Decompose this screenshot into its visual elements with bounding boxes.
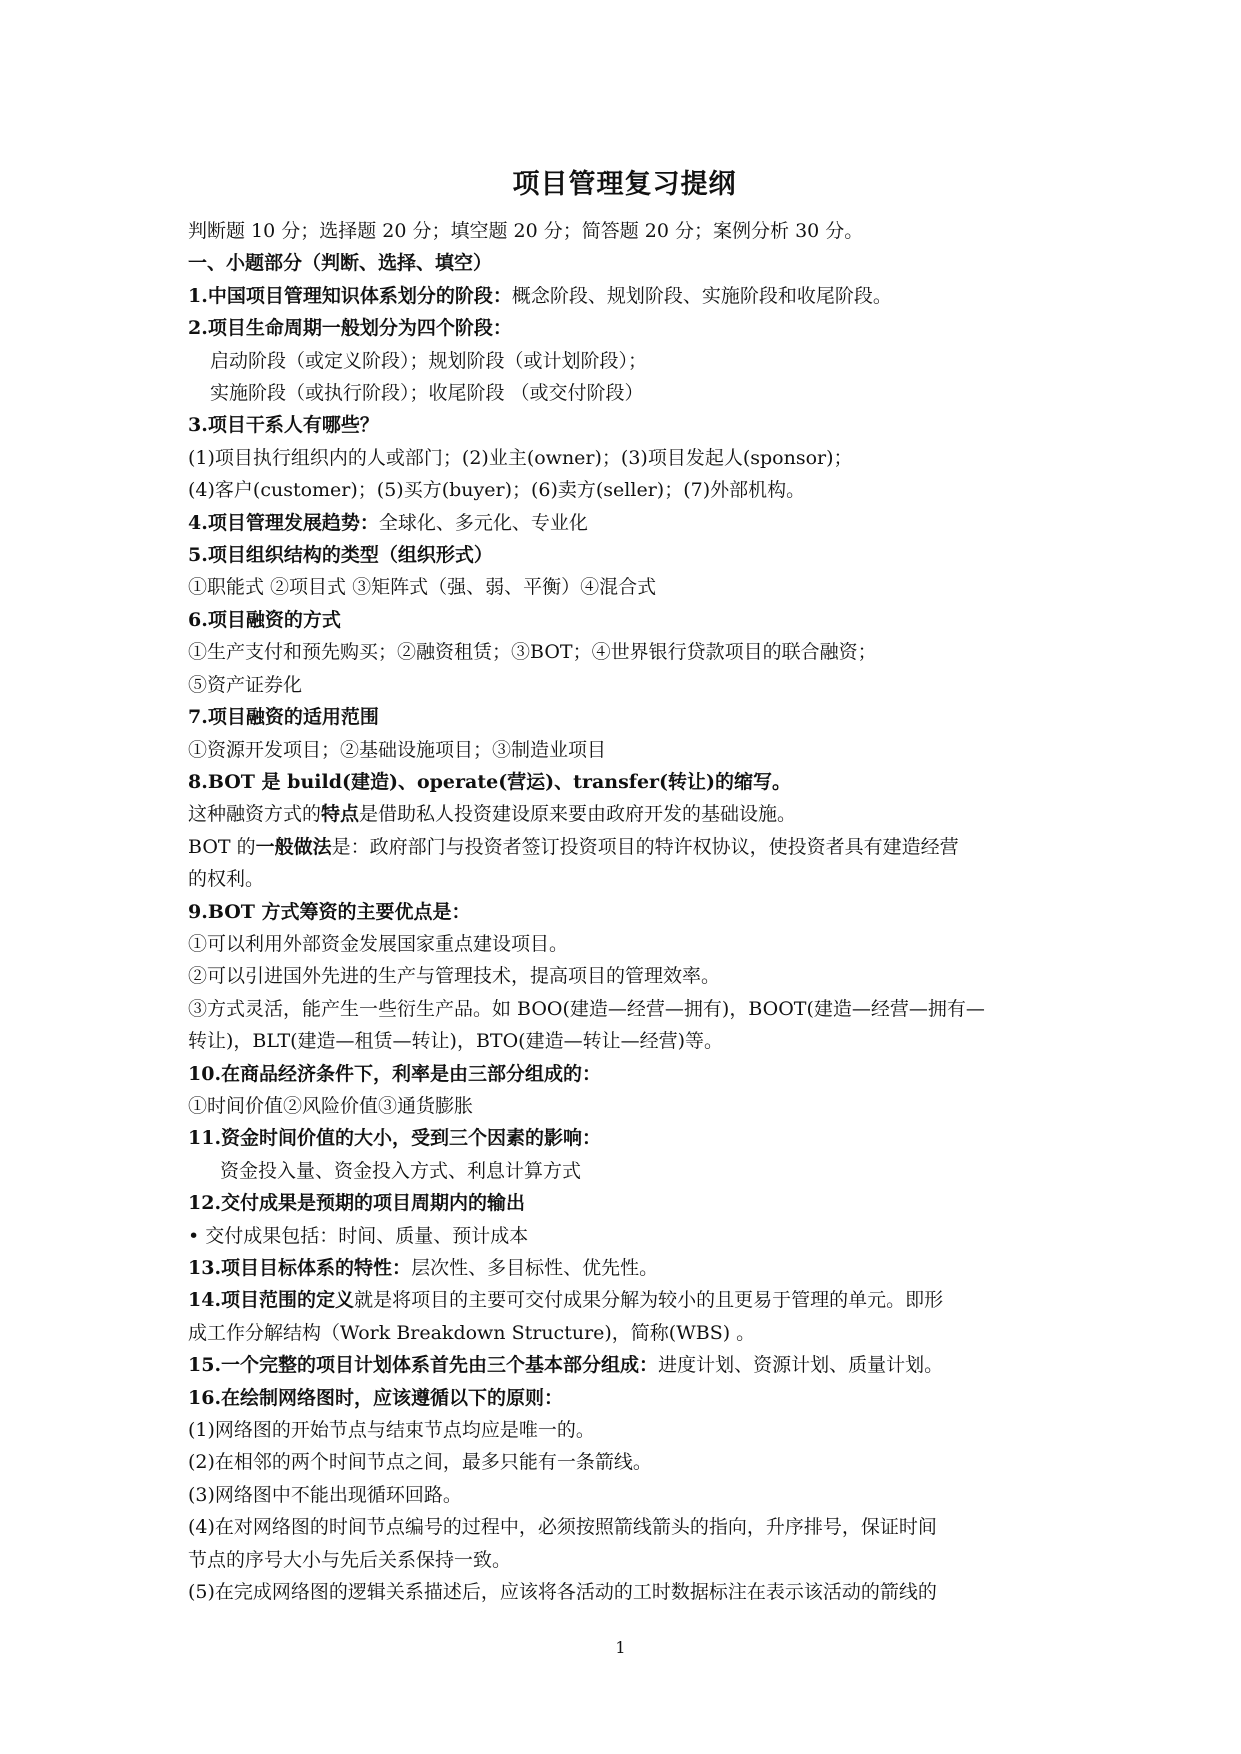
- text-line: [188, 993, 1061, 1025]
- text-line: [188, 1284, 1061, 1316]
- text-line: [188, 896, 1061, 928]
- line-text: 概念阶段、规划阶段、实施阶段和收尾阶段。: [511, 284, 892, 307]
- line-text: ①可以利用外部资金发展国家重点建设项目。: [188, 932, 569, 955]
- line-prefix: BOT 的: [188, 835, 256, 858]
- text-line: [188, 1252, 1061, 1284]
- line-text: (4)客户(customer)；(5)买方(buyer)；(6)卖方(seller)；(7)外部机构。: [188, 479, 806, 502]
- line-text: ①时间价值②风险价值③通货膨胀: [188, 1094, 474, 1117]
- text-line: [188, 604, 1061, 636]
- text-line: [188, 960, 1061, 992]
- line-text: • 交付成果包括：时间、质量、预计成本: [188, 1224, 529, 1247]
- text-line: [188, 928, 1061, 960]
- line-text: 一、小题部分（判断、选择、填空）: [188, 252, 493, 275]
- line-text: 进度计划、资源计划、质量计划。: [658, 1354, 944, 1377]
- line-bold-label: 15.一个完整的项目计划体系首先由三个基本部分组成：: [188, 1354, 659, 1377]
- line-text: 资金投入量、资金投入方式、利息计算方式: [220, 1159, 582, 1182]
- text-line: [188, 1317, 1061, 1349]
- text-line: [188, 1155, 1061, 1187]
- line-text: 11.资金时间价值的大小，受到三个因素的影响：: [188, 1127, 602, 1150]
- line-bold-label: 14.项目范围的定义: [188, 1289, 355, 1312]
- line-bold-label: 4.项目管理发展趋势：: [188, 511, 379, 534]
- line-text: (1)项目执行组织内的人或部门；(2)业主(owner)；(3)项目发起人(sponsor)；: [188, 446, 853, 469]
- text-line: [188, 215, 1061, 247]
- text-line: [188, 442, 1061, 474]
- line-text: 成工作分解结构（Work Breakdown Structure)，简称(WBS) 。: [188, 1321, 756, 1344]
- text-line: [188, 345, 1061, 377]
- line-text: (1)网络图的开始节点与结束节点均应是唯一的。: [188, 1419, 595, 1442]
- text-line: [188, 1544, 1061, 1576]
- line-text: 层次性、多目标性、优先性。: [411, 1257, 659, 1279]
- text-line: [188, 636, 1061, 668]
- line-text: 9.BOT 方式筹资的主要优点是：: [188, 900, 471, 923]
- text-line: [188, 701, 1061, 733]
- line-text: (2)在相邻的两个时间节点之间，最多只能有一条箭线。: [188, 1451, 652, 1474]
- line-text: 10.在商品经济条件下，利率是由三部分组成的：: [188, 1062, 602, 1085]
- line-text: ⑤资产证券化: [188, 673, 303, 696]
- line-text: ②可以引进国外先进的生产与管理技术，提高项目的管理效率。: [188, 965, 721, 988]
- line-text: (3)网络图中不能出现循环回路。: [188, 1483, 462, 1506]
- line-prefix: 这种融资方式的: [188, 803, 322, 826]
- text-line: [188, 734, 1061, 766]
- line-text: 3.项目干系人有哪些？: [188, 414, 379, 437]
- line-text: 转让)，BLT(建造—租赁—转让)，BTO(建造—转让—经营)等。: [188, 1030, 723, 1053]
- line-text: 16.在绘制网络图时，应该遵循以下的原则：: [188, 1386, 564, 1409]
- line-text: 判断题 10 分；选择题 20 分；填空题 20 分；简答题 20 分；案例分析 30 分。: [188, 220, 864, 242]
- text-line: [188, 669, 1061, 701]
- line-text: ①职能式 ②项目式 ③矩阵式（强、弱、平衡）④混合式: [188, 576, 657, 599]
- line-text: 是：政府部门与投资者签订投资项目的特许权协议，使投资者具有建造经营: [331, 835, 959, 858]
- text-line: [188, 1446, 1061, 1478]
- line-text: 8.BOT 是 build(建造)、operate(营运)、transfer(转让)的缩写。: [188, 770, 792, 793]
- text-line: [188, 798, 1061, 830]
- line-text: ①资源开发项目；②基础设施项目；③制造业项目: [188, 738, 607, 761]
- line-text: 12.交付成果是预期的项目周期内的输出: [188, 1192, 526, 1215]
- line-text: 是借助私人投资建设原来要由政府开发的基础设施。: [359, 803, 797, 826]
- line-text: 的权利。: [188, 868, 265, 891]
- document-body: [188, 215, 1061, 1608]
- document-title: 项目管理复习提纲: [512, 169, 737, 200]
- text-line: [188, 1511, 1061, 1543]
- line-text: (4)在对网络图的时间节点编号的过程中，必须按照箭线箭头的指向，升序排号，保证时间: [188, 1516, 937, 1539]
- line-text: ①生产支付和预先购买；②融资租赁；③BOT；④世界银行贷款项目的联合融资；: [188, 641, 877, 664]
- line-text: 6.项目融资的方式: [188, 608, 341, 631]
- line-text: 5.项目组织结构的类型（组织形式）: [188, 544, 493, 567]
- text-line: [188, 507, 1061, 539]
- line-text: 启动阶段（或定义阶段）；规划阶段（或计划阶段）；: [210, 349, 648, 372]
- text-line: [188, 377, 1061, 409]
- line-text: (5)在完成网络图的逻辑关系描述后，应该将各活动的工时数据标注在表示该活动的箭线的: [188, 1581, 937, 1604]
- line-bold-label: 13.项目目标体系的特性：: [188, 1257, 412, 1279]
- text-line: [188, 831, 1061, 863]
- text-line: [188, 1122, 1061, 1154]
- text-line: [188, 312, 1061, 344]
- line-text: 全球化、多元化、专业化: [378, 511, 588, 534]
- text-line: [188, 766, 1061, 798]
- line-text: 节点的序号大小与先后关系保持一致。: [188, 1548, 512, 1571]
- page-number: 1: [615, 1638, 626, 1657]
- line-text: ③方式灵活，能产生一些衍生产品。如 BOO(建造—经营—拥有)，BOOT(建造—经营—拥有—: [188, 997, 985, 1020]
- text-line: [188, 409, 1061, 441]
- line-text: 7.项目融资的适用范围: [188, 706, 379, 729]
- line-text: 2.项目生命周期一般划分为四个阶段：: [188, 317, 512, 340]
- text-line: [188, 280, 1061, 312]
- text-line: [188, 1220, 1061, 1252]
- line-bold-label: 一般做法: [255, 835, 332, 858]
- text-line: [188, 1090, 1061, 1122]
- text-line: [188, 863, 1061, 895]
- text-line: [188, 1382, 1061, 1414]
- text-line: [188, 571, 1061, 603]
- line-text: 就是将项目的主要可交付成果分解为较小的且更易于管理的单元。即形: [354, 1289, 944, 1312]
- text-line: [188, 1187, 1061, 1219]
- text-line: [188, 1576, 1061, 1608]
- text-line: [188, 1349, 1061, 1381]
- text-line: [188, 1025, 1061, 1057]
- text-line: [188, 474, 1061, 506]
- line-bold-label: 1.中国项目管理知识体系划分的阶段：: [188, 284, 512, 307]
- text-line: [188, 1058, 1061, 1090]
- line-bold-label: 特点: [321, 803, 360, 826]
- text-line: [188, 1479, 1061, 1511]
- text-line: [188, 247, 1061, 279]
- text-line: [188, 1414, 1061, 1446]
- line-text: 实施阶段（或执行阶段）；收尾阶段 （或交付阶段）: [210, 382, 644, 405]
- text-line: [188, 539, 1061, 571]
